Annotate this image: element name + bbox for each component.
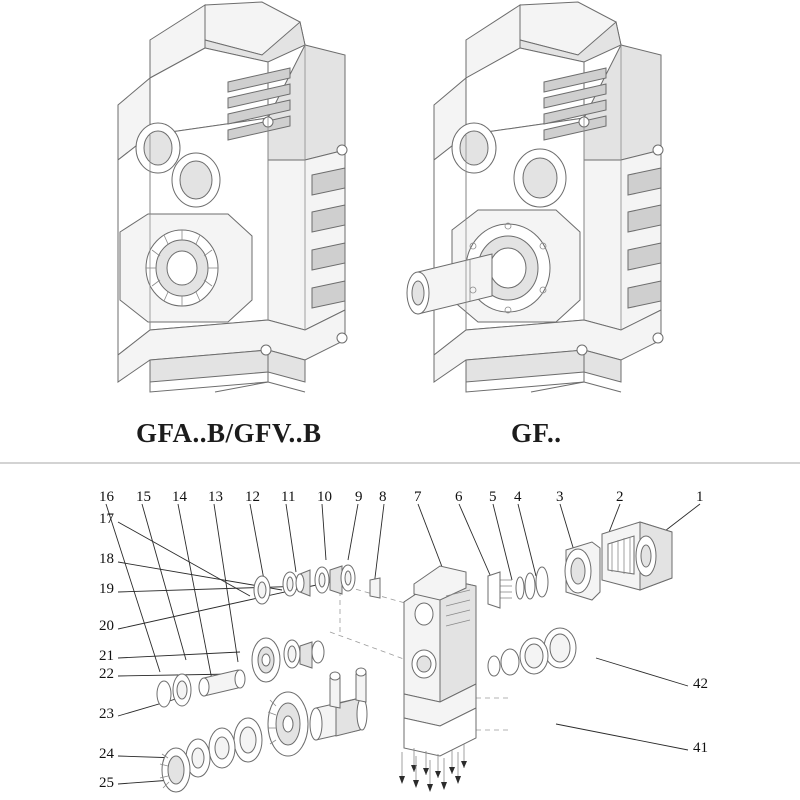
callout-number-15: 15	[136, 489, 151, 505]
callout-number-20: 20	[99, 618, 114, 634]
callout-number-21: 21	[99, 648, 114, 664]
callout-number-23: 23	[99, 706, 114, 722]
callout-number-10: 10	[317, 489, 332, 505]
callout-number-24: 24	[99, 746, 114, 762]
small-parts-upper-row	[254, 565, 380, 604]
callout-number-25: 25	[99, 775, 114, 791]
gearbox-housing-with-output-shaft-isometric	[407, 2, 663, 392]
exploded-view-panel	[0, 462, 800, 800]
callout-number-41: 41	[693, 740, 708, 756]
callout-number-7: 7	[414, 489, 422, 505]
callout-number-12: 12	[245, 489, 260, 505]
caption-right-model: GF..	[511, 418, 562, 448]
gearbox-body-exploded	[404, 566, 476, 778]
motor-flange-assembly	[488, 522, 672, 676]
callout-number-42: 42	[693, 676, 708, 692]
callout-number-5: 5	[489, 489, 497, 505]
callout-number-19: 19	[99, 581, 114, 597]
leader-lines-top	[106, 504, 700, 680]
callout-number-11: 11	[281, 489, 296, 505]
callout-number-6: 6	[455, 489, 463, 505]
callout-number-2: 2	[616, 489, 624, 505]
callout-number-4: 4	[514, 489, 522, 505]
callout-number-22: 22	[99, 666, 114, 682]
gearbox-housing-isometric	[118, 2, 347, 392]
callout-number-8: 8	[379, 489, 387, 505]
callout-number-9: 9	[355, 489, 363, 505]
callout-number-18: 18	[99, 551, 114, 567]
leader-lines-right	[556, 658, 688, 750]
callout-number-14: 14	[172, 489, 187, 505]
exploded-view-svg	[0, 462, 800, 800]
callout-number-16: 16	[99, 489, 114, 505]
callout-number-3: 3	[556, 489, 564, 505]
callout-number-1: 1	[696, 489, 704, 505]
caption-left-model: GFA..B/GFV..B	[136, 418, 322, 448]
callout-number-13: 13	[208, 489, 223, 505]
callout-number-17: 17	[99, 511, 114, 527]
